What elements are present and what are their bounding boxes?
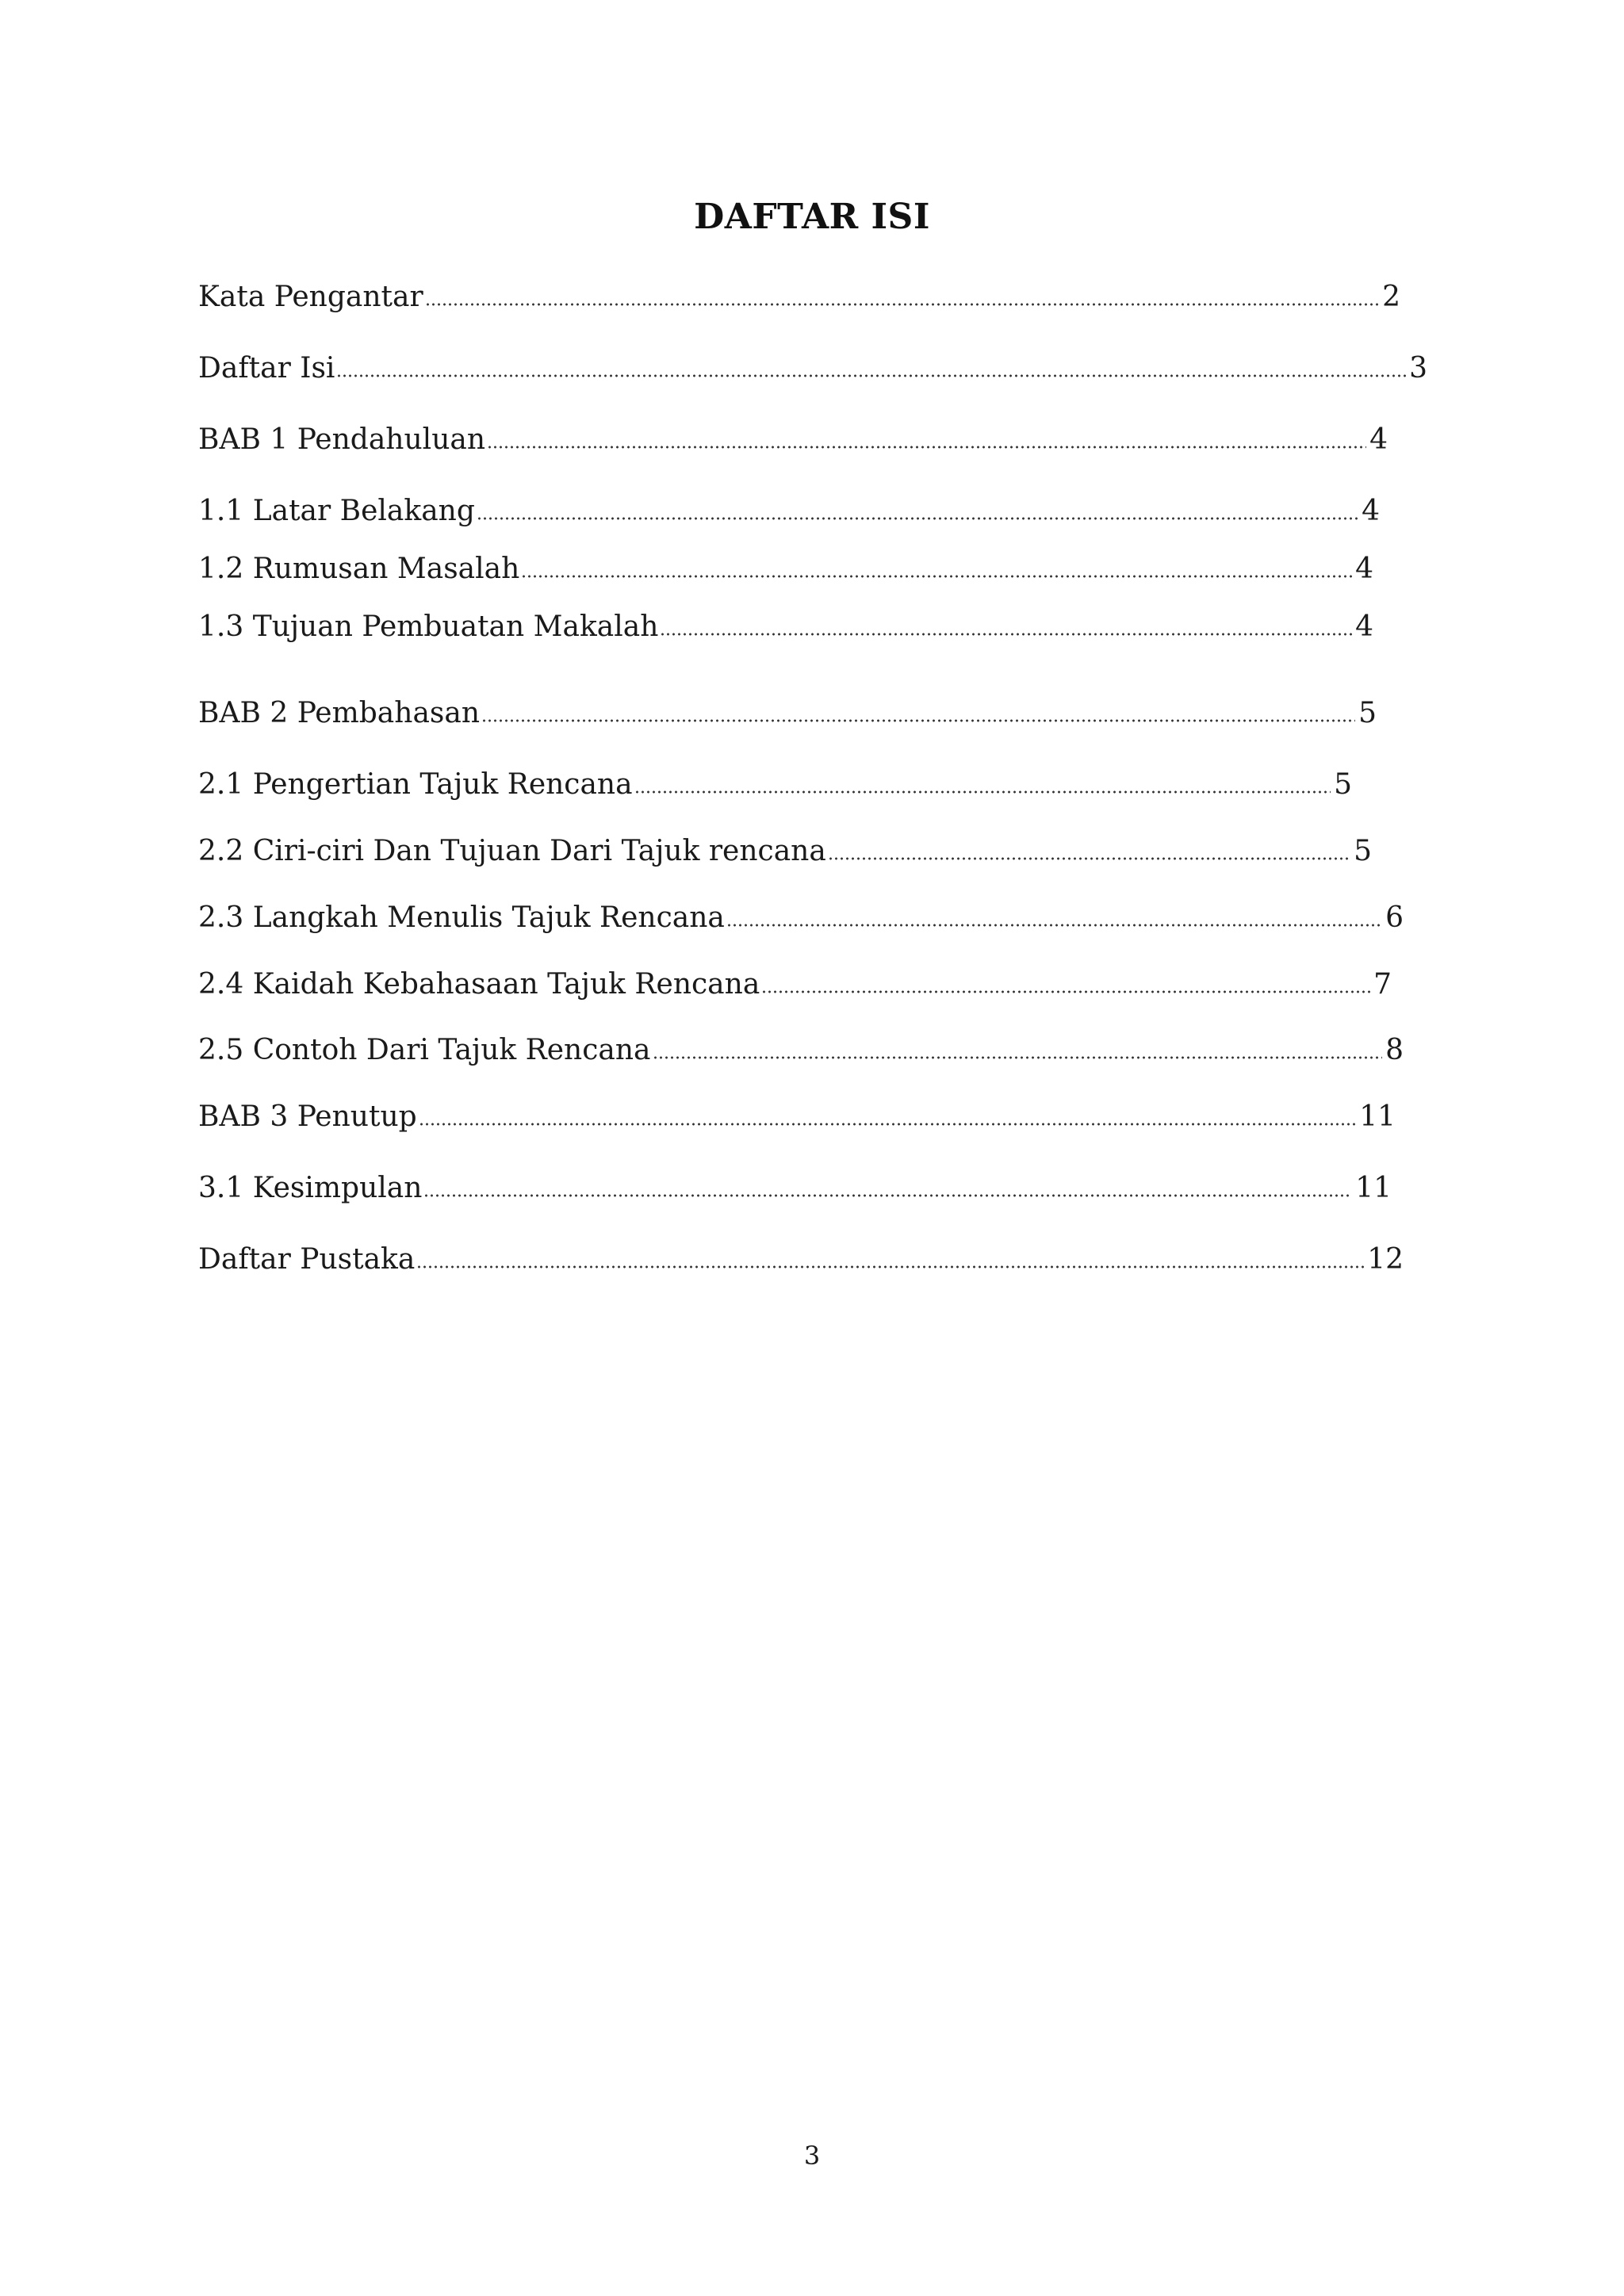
- toc-entry-label: 1.1 Latar Belakang: [198, 495, 475, 527]
- toc-entry-page: 4: [1355, 610, 1373, 643]
- toc-entry-label: BAB 2 Pembahasan: [198, 697, 481, 729]
- toc-entry-1-1[interactable]: [198, 492, 1380, 531]
- toc-entry-page: 11: [1359, 1100, 1396, 1133]
- toc-entry-3-1[interactable]: [198, 1169, 1392, 1208]
- toc-entry-page: 11: [1355, 1172, 1392, 1204]
- toc-entry-label: 2.5 Contoh Dari Tajuk Rencana: [198, 1034, 651, 1066]
- toc-entry-bab-3[interactable]: [198, 1097, 1396, 1137]
- toc-entry-page: 12: [1367, 1243, 1404, 1276]
- toc-entry-kata-pengantar[interactable]: [198, 277, 1400, 317]
- toc-entry-label: 3.1 Kesimpulan: [198, 1172, 423, 1204]
- toc-dot-leader: [416, 1265, 1364, 1269]
- toc-entry-page: 5: [1354, 835, 1372, 867]
- toc-dot-leader: [419, 1123, 1357, 1126]
- toc-dot-leader: [660, 633, 1352, 636]
- toc-entry-label: BAB 3 Penutup: [198, 1100, 417, 1133]
- toc-entry-page: 2: [1382, 281, 1400, 313]
- toc-entry-page: 4: [1355, 553, 1373, 585]
- toc-entry-2-5[interactable]: [198, 1031, 1404, 1070]
- toc-entry-page: 5: [1358, 697, 1377, 729]
- toc-entry-bab-1[interactable]: [198, 420, 1388, 460]
- toc-entry-label: Daftar Isi: [198, 352, 335, 385]
- toc-entry-page: 5: [1334, 768, 1352, 801]
- toc-entry-label: BAB 1 Pendahuluan: [198, 423, 486, 456]
- toc-entry-page: 4: [1362, 495, 1380, 527]
- toc-entry-bab-2[interactable]: [198, 694, 1377, 733]
- toc-entry-2-1[interactable]: [198, 765, 1352, 805]
- toc-dot-leader: [828, 857, 1350, 860]
- toc-entry-page: 7: [1373, 968, 1392, 1001]
- toc-dot-leader: [726, 924, 1382, 927]
- toc-dot-leader: [423, 1194, 1352, 1197]
- toc-entry-label: 2.3 Langkah Menulis Tajuk Rencana: [198, 901, 725, 934]
- footer-page-number: 3: [803, 2141, 821, 2171]
- toc-dot-leader: [336, 374, 1406, 377]
- toc-dot-leader: [481, 719, 1355, 722]
- toc-entry-2-2[interactable]: [198, 832, 1372, 871]
- toc-entry-page: 4: [1369, 423, 1388, 456]
- toc-dot-leader: [521, 575, 1352, 578]
- toc-dot-leader: [761, 990, 1370, 993]
- toc-entry-label: Kata Pengantar: [198, 281, 423, 313]
- toc-entry-label: 2.4 Kaidah Kebahasaan Tajuk Rencana: [198, 968, 760, 1001]
- toc-entry-label: 2.2 Ciri-ciri Dan Tujuan Dari Tajuk rencana: [198, 835, 826, 867]
- toc-dot-leader: [425, 303, 1379, 306]
- toc-entry-daftar-isi[interactable]: [198, 349, 1427, 388]
- toc-entry-label: 2.1 Pengertian Tajuk Rencana: [198, 768, 633, 801]
- page-title: DAFTAR ISI: [694, 197, 930, 237]
- toc-dot-leader: [634, 790, 1331, 794]
- toc-entry-2-4[interactable]: [198, 965, 1392, 1004]
- toc-entry-label: 1.3 Tujuan Pembuatan Makalah: [198, 610, 659, 643]
- toc-entry-page: 8: [1385, 1034, 1404, 1066]
- toc-entry-page: 6: [1385, 901, 1404, 934]
- toc-entry-1-2[interactable]: [198, 549, 1373, 589]
- toc-entry-label: 1.2 Rumusan Masalah: [198, 553, 520, 585]
- toc-entry-1-3[interactable]: [198, 607, 1373, 647]
- toc-dot-leader: [477, 517, 1358, 520]
- toc-entry-2-3[interactable]: [198, 898, 1404, 938]
- toc-dot-leader: [487, 446, 1366, 449]
- toc-dot-leader: [653, 1056, 1383, 1059]
- toc-entry-page: 3: [1409, 352, 1427, 385]
- toc-entry-daftar-pustaka[interactable]: [198, 1240, 1404, 1280]
- toc-entry-label: Daftar Pustaka: [198, 1243, 416, 1276]
